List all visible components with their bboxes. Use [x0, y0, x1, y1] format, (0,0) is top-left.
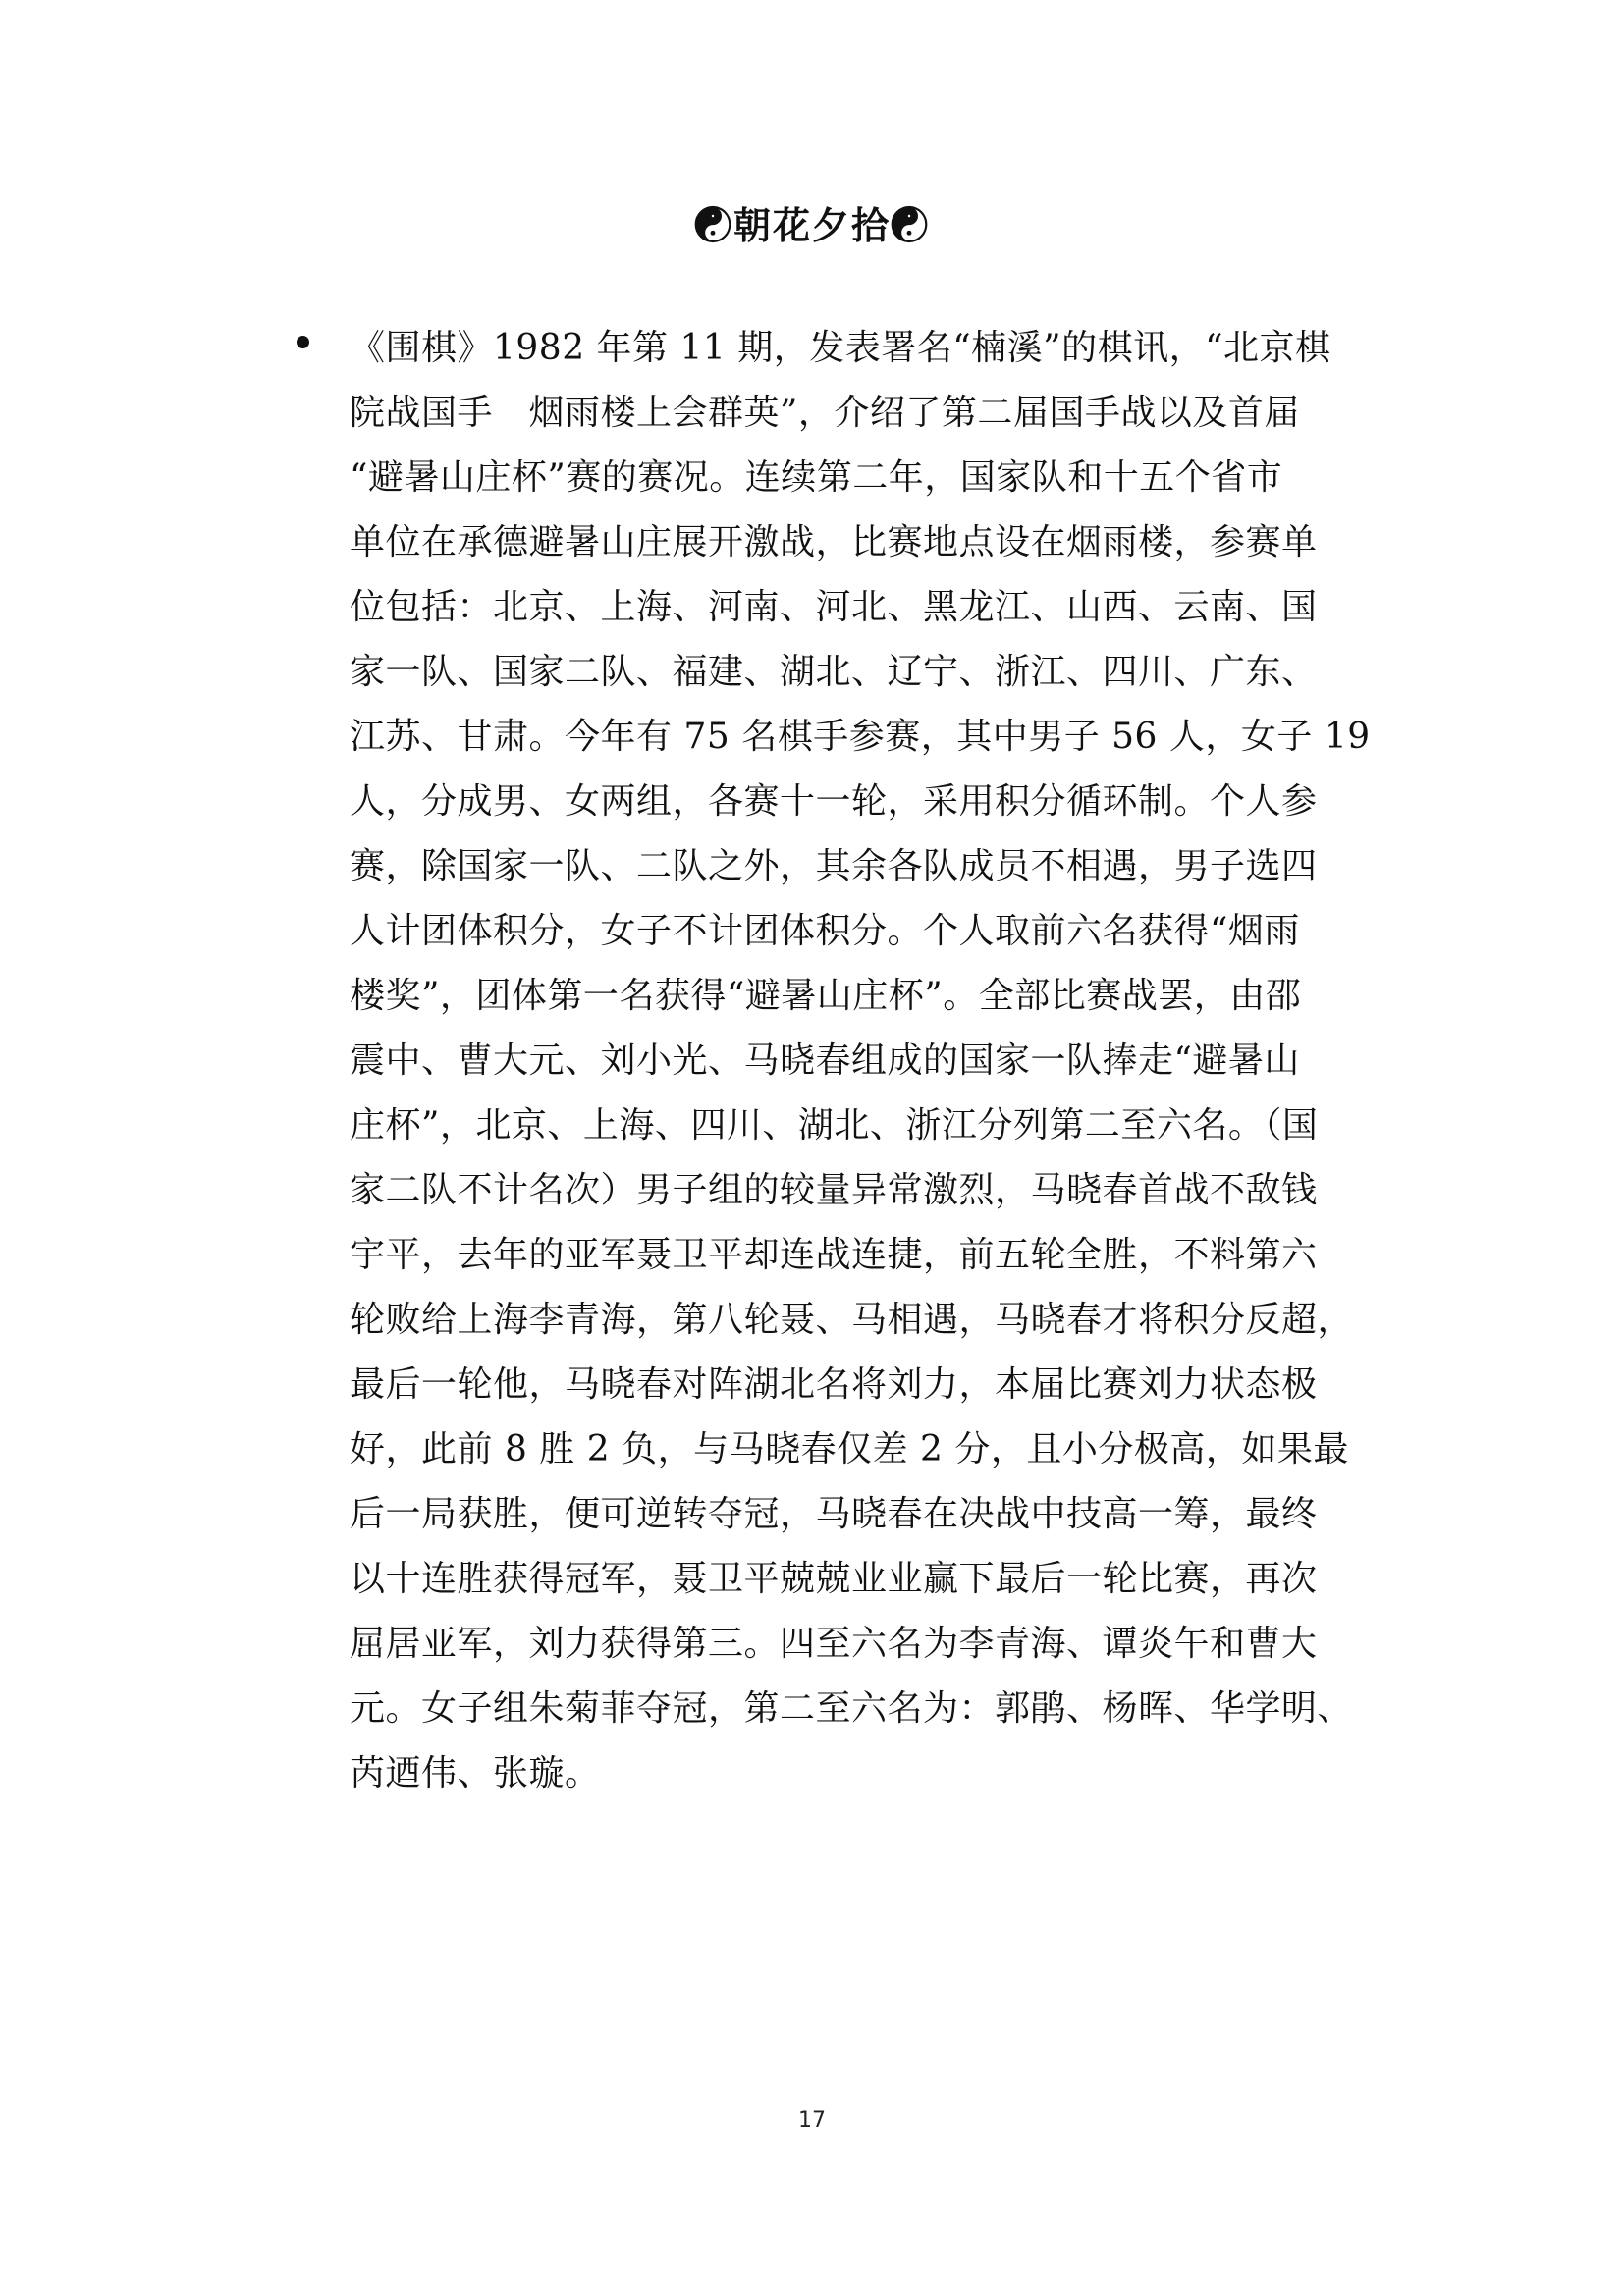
paragraph-line: 后一局获胜，便可逆转夺冠，马晓春在决战中技高一筹，最终 [350, 1494, 1318, 1534]
paragraph-line: 以十连胜获得冠军，聂卫平兢兢业业赢下最后一轮比赛，再次 [350, 1559, 1318, 1599]
paragraph-line: 单位在承德避暑山庄展开激战，比赛地点设在烟雨楼，参赛单 [350, 522, 1318, 562]
paragraph-line: 最后一轮他，马晓春对阵湖北名将刘力，本届比赛刘力状态极 [350, 1364, 1318, 1405]
bullet-icon [297, 336, 309, 348]
paragraph-line: 家二队不计名次）男子组的较量异常激烈，马晓春首战不敌钱 [350, 1170, 1318, 1210]
paragraph-line: 《围棋》1982 年第 11 期，发表署名“楠溪”的棋讯，“北京棋 [350, 328, 1331, 368]
paragraph-line: 轮败给上海李青海，第八轮聂、马相遇，马晓春才将积分反超， [350, 1300, 1354, 1340]
paragraph-line: 芮迺伟、张璇。 [350, 1753, 601, 1793]
paragraph-line: 屈居亚军，刘力获得第三。四至六名为李青海、谭炎午和曹大 [350, 1624, 1318, 1664]
paragraph-line: 宇平，去年的亚军聂卫平却连战连捷，前五轮全胜，不料第六 [350, 1235, 1318, 1275]
paragraph-line: 震中、曹大元、刘小光、马晓春组成的国家一队捧走“避暑山 [350, 1041, 1300, 1081]
page-title: ☯朝花夕拾☯ [693, 203, 930, 247]
page-number: 17 [798, 2109, 826, 2133]
paragraph-line: 好，此前 8 胜 2 负，与马晓春仅差 2 分，且小分极高，如果最 [350, 1429, 1349, 1469]
paragraph-line: 人，分成男、女两组，各赛十一轮，采用积分循环制。个人参 [350, 781, 1318, 822]
article-paragraph [350, 316, 1380, 1806]
paragraph-line: 人计团体积分，女子不计团体积分。个人取前六名获得“烟雨 [350, 911, 1300, 951]
paragraph-line: 家一队、国家二队、福建、湖北、辽宁、浙江、四川、广东、 [350, 652, 1318, 692]
paragraph-line: “避暑山庄杯”赛的赛况。连续第二年，国家队和十五个省市 [350, 457, 1283, 498]
paragraph-line: 江苏、甘肃。今年有 75 名棋手参赛，其中男子 56 人，女子 19 [350, 717, 1371, 757]
paragraph-line: 赛，除国家一队、二队之外，其余各队成员不相遇，男子选四 [350, 846, 1318, 886]
paragraph-line: 院战国手 烟雨楼上会群英”，介绍了第二届国手战以及首届 [350, 393, 1300, 433]
paragraph-line: 位包括：北京、上海、河南、河北、黑龙江、山西、云南、国 [350, 587, 1318, 627]
paragraph-line: 楼奖”，团体第一名获得“避暑山庄杯”。全部比赛战罢，由邵 [350, 976, 1302, 1016]
paragraph-line: 庄杯”，北京、上海、四川、湖北、浙江分列第二至六名。（国 [350, 1105, 1319, 1146]
paragraph-line: 元。女子组朱菊菲夺冠，第二至六名为：郭鹃、杨晖、华学明、 [350, 1688, 1354, 1729]
